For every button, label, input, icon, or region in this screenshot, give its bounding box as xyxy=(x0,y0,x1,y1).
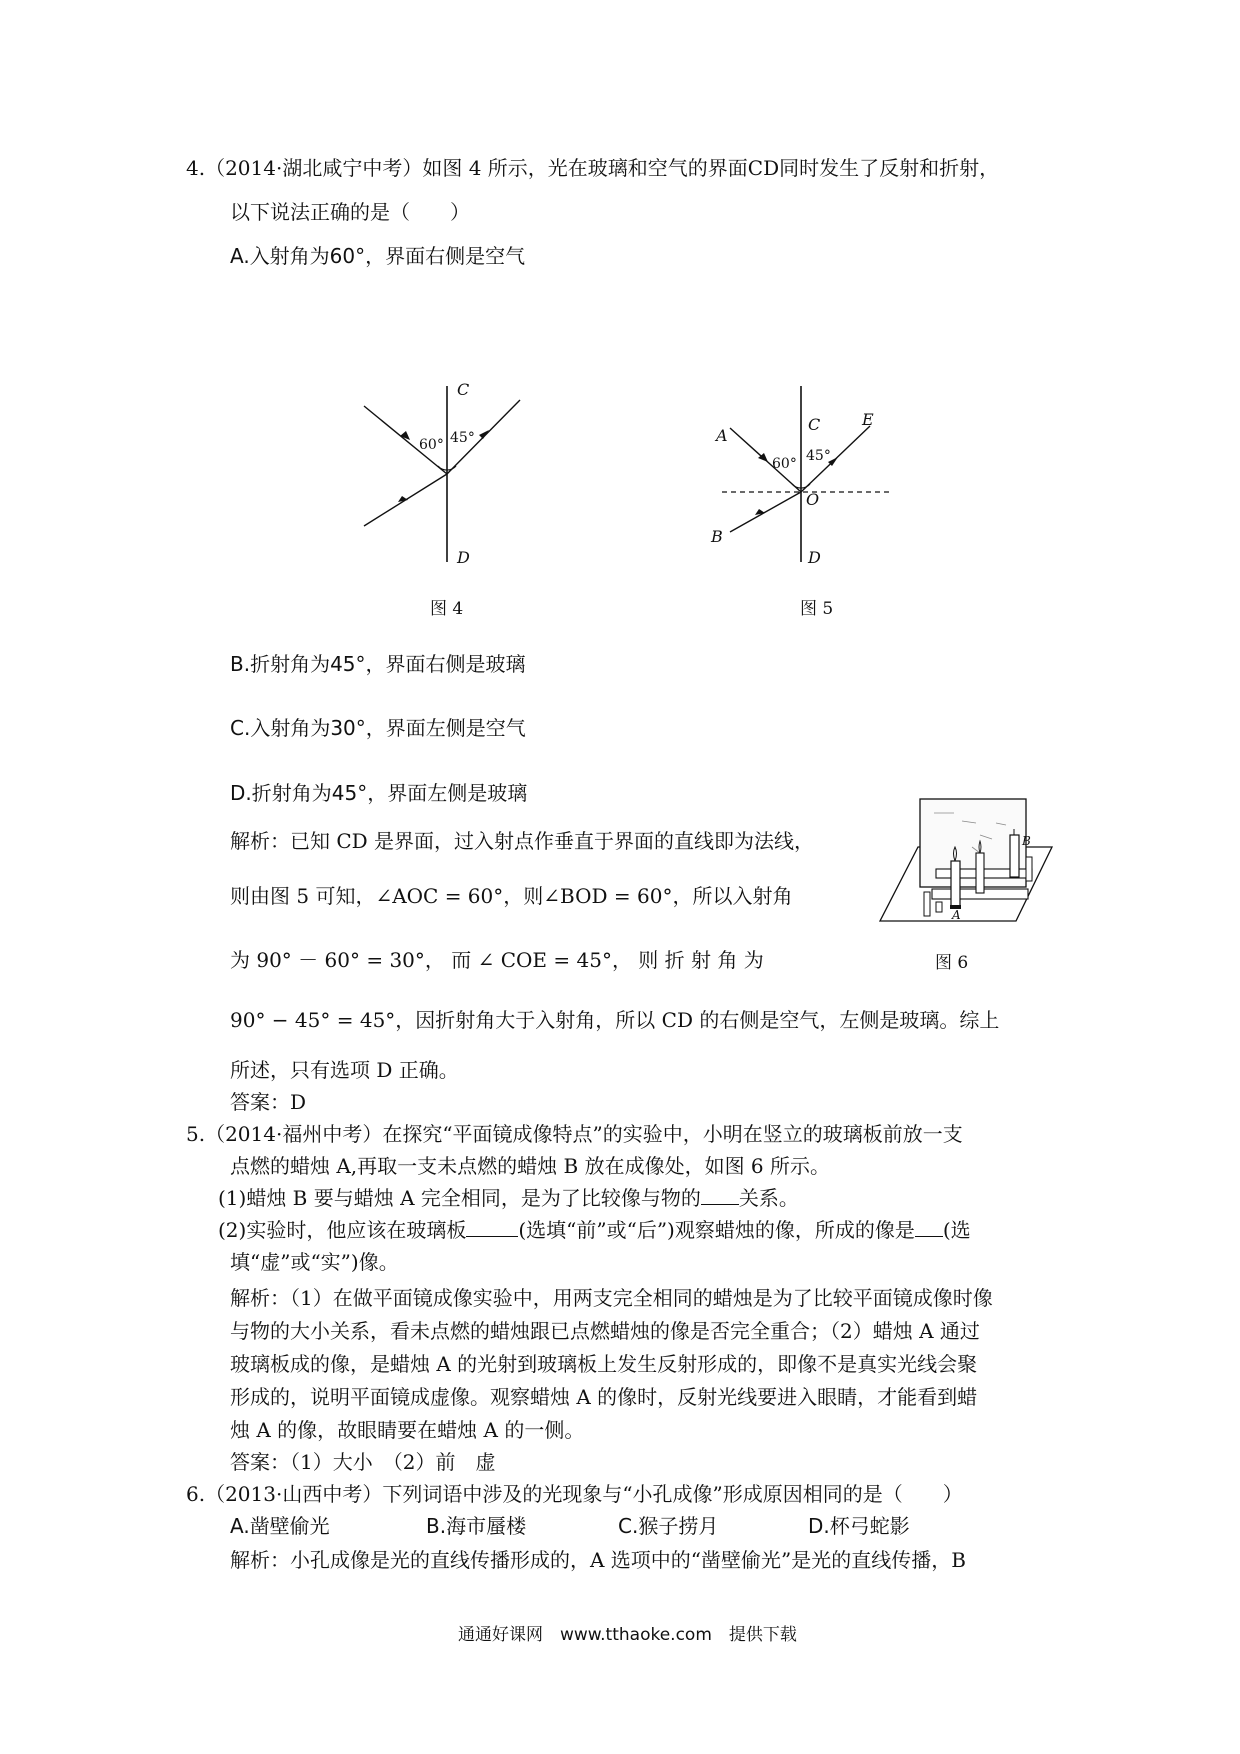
q5-stem-line2: 点燃的蜡烛 A,再取一支未点燃的蜡烛 B 放在成像处，如图 6 所示。 xyxy=(230,1154,831,1178)
q5-answer: 答案：（1）大小 （2）前 虚 xyxy=(230,1450,496,1474)
fig4-label-d: D xyxy=(457,548,470,567)
q5-stem-line1: 5.（2014·福州中考）在探究“平面镜成像特点”的实验中，小明在竖立的玻璃板前放一支 xyxy=(186,1122,963,1146)
q5-sub2-text: (2)实验时，他应该在玻璃板 xyxy=(218,1218,467,1242)
q4-option-d: D.折射角为45°，界面左侧是玻璃 xyxy=(230,781,528,805)
q5-sub1 xyxy=(218,1182,799,1211)
q4-option-c: C.入射角为30°，界面左侧是空气 xyxy=(230,716,526,740)
fig4-angle-60: 60° xyxy=(419,437,444,453)
page-footer: 通通好课网 www.tthaoke.com 提供下载 xyxy=(458,1625,797,1645)
q4-analysis-line4: 90° − 45° = 45°，因折射角大于入射角，所以 CD 的右侧是空气，左侧是玻璃。综上 xyxy=(230,1008,1000,1032)
q6-stem: 6.（2013·山西中考）下列词语中涉及的光现象与“小孔成像”形成原因相同的是（ ） xyxy=(186,1482,963,1506)
q5-sub1-blank[interactable] xyxy=(701,1186,739,1205)
fig5-angle-45: 45° xyxy=(806,448,831,464)
q5-sub1-tail: 关系。 xyxy=(738,1186,799,1210)
figure-6-diagram xyxy=(876,795,1056,925)
fig5-label-e: E xyxy=(862,410,874,429)
q5-analysis-line1: 解析：（1）在做平面镜成像实验中，用两支完全相同的蜡烛是为了比较平面镜成像时像 xyxy=(230,1286,993,1310)
q4-option-b: B.折射角为45°，界面右侧是玻璃 xyxy=(230,652,526,676)
q5-analysis-line5: 烛 A 的像，故眼睛要在蜡烛 A 的一侧。 xyxy=(230,1418,585,1442)
fig4-angle-45: 45° xyxy=(450,430,475,446)
q4-analysis-line2: 则由图 5 可知，∠AOC = 60°，则∠BOD = 60°，所以入射角 xyxy=(230,884,793,908)
figure-5-caption: 图 5 xyxy=(800,599,834,619)
q6-option-c: C.猴子捞月 xyxy=(618,1514,719,1538)
q6-analysis: 解析：小孔成像是光的直线传播形成的，A 选项中的“凿壁偷光”是光的直线传播，B xyxy=(230,1548,966,1572)
q5-sub2 xyxy=(218,1214,971,1243)
q5-sub2-blank-1[interactable] xyxy=(466,1218,518,1237)
q5-sub1-text: (1)蜡烛 B 要与蜡烛 A 完全相同，是为了比较像与物的 xyxy=(218,1186,701,1210)
q5-analysis-line2: 与物的大小关系，看未点燃的蜡烛跟已点燃蜡烛的像是否完全重合；（2）蜡烛 A 通过 xyxy=(230,1319,980,1343)
fig6-label-b: B xyxy=(1022,834,1031,848)
q6-option-d: D.杯弓蛇影 xyxy=(808,1514,910,1538)
fig4-label-c: C xyxy=(457,380,470,399)
figure-4-diagram xyxy=(360,380,530,580)
q4-analysis-line3: 为 90° － 60° = 30°， 而 ∠ COE = 45°， 则 折 射 角 为 xyxy=(230,948,764,972)
q4-analysis-line5: 所述，只有选项 D 正确。 xyxy=(230,1058,459,1082)
q5-analysis-line4: 形成的，说明平面镜成虚像。观察蜡烛 A 的像时，反射光线要进入眼睛，才能看到蜡 xyxy=(230,1385,978,1409)
q4-analysis-line1: 解析：已知 CD 是界面，过入射点作垂直于界面的直线即为法线， xyxy=(230,829,815,853)
fig5-label-d: D xyxy=(808,548,821,567)
q5-sub2-tail: (选 xyxy=(942,1218,971,1242)
q4-answer: 答案：D xyxy=(230,1090,307,1114)
q5-sub2-mid: (选填“前”或“后”)观察蜡烛的像，所成的像是 xyxy=(518,1218,915,1242)
q5-analysis-line3: 玻璃板成的像，是蜡烛 A 的光射到玻璃板上发生反射形成的，即像不是真实光线会聚 xyxy=(230,1352,978,1376)
figure-6-caption: 图 6 xyxy=(935,953,969,973)
fig6-label-a: A xyxy=(952,908,961,922)
fig5-label-c: C xyxy=(808,415,821,434)
q6-option-a: A.凿壁偷光 xyxy=(230,1514,330,1538)
fig5-label-a: A xyxy=(716,426,728,445)
q4-option-a: A.入射角为60°，界面右侧是空气 xyxy=(230,244,526,268)
figure-4-caption: 图 4 xyxy=(430,599,464,619)
fig5-label-o: O xyxy=(806,490,820,509)
q6-option-b: B.海市蜃楼 xyxy=(426,1514,527,1538)
q5-sub2-line2: 填“虚”或“实”)像。 xyxy=(230,1250,399,1274)
fig5-label-b: B xyxy=(711,527,723,546)
fig5-angle-60: 60° xyxy=(772,456,797,472)
q4-stem-line1: 4.（2014·湖北咸宁中考）如图 4 所示，光在玻璃和空气的界面CD同时发生了反射和折射， xyxy=(186,156,1000,180)
q4-stem-line2: 以下说法正确的是（ ） xyxy=(230,200,470,224)
q5-sub2-blank-2[interactable] xyxy=(915,1218,943,1237)
